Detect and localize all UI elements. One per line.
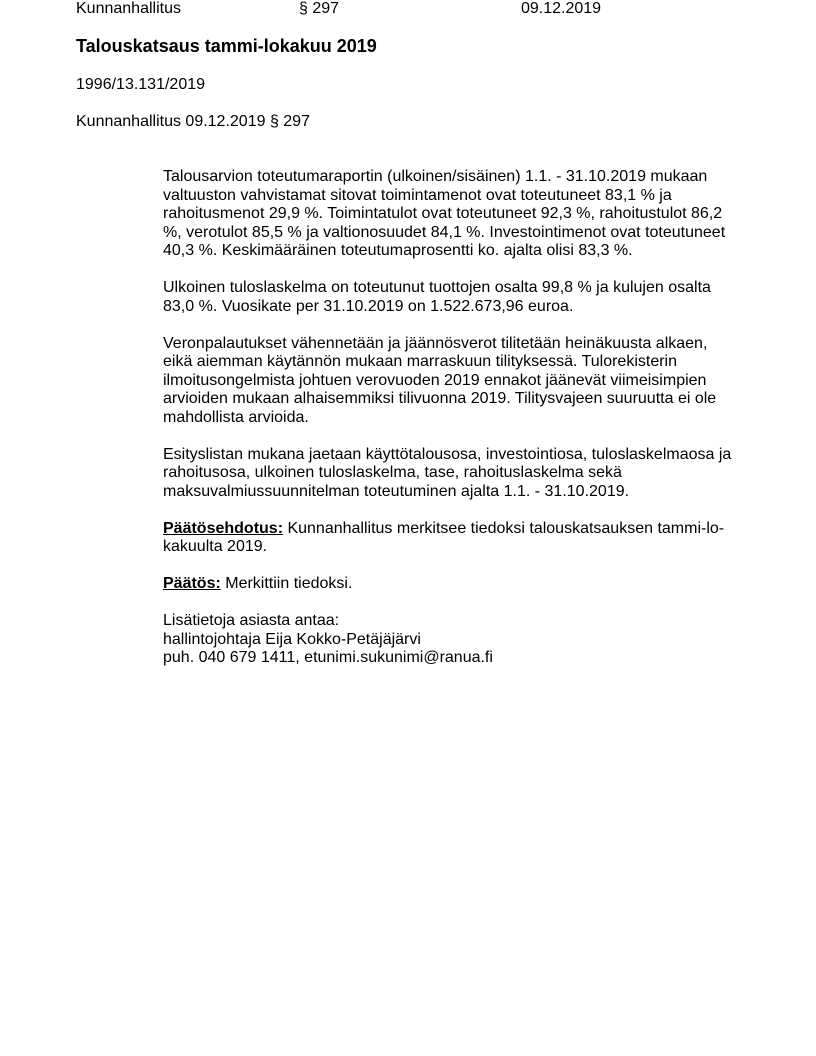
- document-title: Talouskatsaus tammi-lokakuu 2019: [76, 36, 377, 56]
- meeting-reference: Kunnanhallitus 09.12.2019 § 297: [76, 113, 310, 130]
- proposal-label: Päätösehdotus:: [163, 519, 284, 537]
- document-body: [163, 168, 763, 686]
- text-line: Esityslistan mukana jaetaan käyttötalousosa, investointiosa, tuloslaskelmaosa ja: [163, 445, 732, 463]
- text-line: Veronpalautukset vähennetään ja jäännösverot tilitetään heinäkuusta alkaen,: [163, 334, 708, 352]
- header-section: § 297: [299, 0, 340, 17]
- header-body: Kunnanhallitus: [76, 0, 181, 17]
- decision-text: Merkittiin tiedoksi.: [220, 575, 353, 592]
- proposal-text: Kunnanhallitus merkitsee tiedoksi talouskatsauksen tammi-lo-: [283, 519, 725, 537]
- text-line: 40,3 %. Keskimääräinen toteutumaprosentti ko. ajalta olisi 83,3 %.: [163, 242, 633, 259]
- decision: [163, 575, 763, 594]
- text-line: 83,0 %. Vuosikate per 31.10.2019 on 1.522.673,96 euroa.: [163, 297, 574, 315]
- text-line: eikä aiemman käytännön mukaan marraskuun tilityksessä. Tulorekisterin: [163, 353, 678, 370]
- record-number: 1996/13.131/2019: [76, 76, 206, 93]
- proposal: [163, 520, 763, 557]
- paragraph-attachments: [163, 446, 763, 502]
- header-date: 09.12.2019: [521, 0, 602, 17]
- contact-line: hallintojohtaja Eija Kokko-Petäjäjärvi: [163, 630, 421, 648]
- text-line: rahoitusmenot 29,9 %. Toimintatulot ovat toteutuneet 92,3 %, rahoitustulot 86,2: [163, 205, 723, 222]
- text-line: arvioiden mukaan alhaisemmiksi tilivuonna 2019. Tilitysvajeen suuruutta ei ole: [163, 390, 717, 407]
- text-line: rahoitusosa, ulkoinen tuloslaskelma, tase, rahoituslaskelma sekä: [163, 464, 622, 481]
- contact-info: [163, 612, 763, 668]
- decision-label: Päätös:: [163, 575, 221, 592]
- paragraph-income-statement: [163, 279, 763, 316]
- text-line: mahdollista arvioida.: [163, 408, 309, 426]
- text-line: ilmoitusongelmista johtuen verovuoden 2019 ennakot jäänevät viimeisimpien: [163, 371, 707, 389]
- text-line: maksuvalmiussuunnitelman toteutuminen ajalta 1.1. - 31.10.2019.: [163, 482, 630, 500]
- text-line: Ulkoinen tuloslaskelma on toteutunut tuottojen osalta 99,8 % ja kulujen osalta: [163, 279, 711, 296]
- paragraph-budget: [163, 168, 763, 261]
- contact-line: puh. 040 679 1411, etunimi.sukunimi@ranua.fi: [163, 649, 493, 666]
- text-line: Talousarvion toteutumaraportin (ulkoinen/sisäinen) 1.1. - 31.10.2019 mukaan: [163, 168, 708, 185]
- contact-line: Lisätietoja asiasta antaa:: [163, 612, 340, 629]
- text-line: %, verotulot 85,5 % ja valtionosuudet 84,1 %. Investointimenot ovat toteutuneet: [163, 223, 726, 241]
- proposal-text-cont: kakuulta 2019.: [163, 538, 268, 555]
- paragraph-tax: [163, 335, 763, 428]
- text-line: valtuuston vahvistamat sitovat toimintamenot ovat toteutuneet 83,1 % ja: [163, 186, 672, 204]
